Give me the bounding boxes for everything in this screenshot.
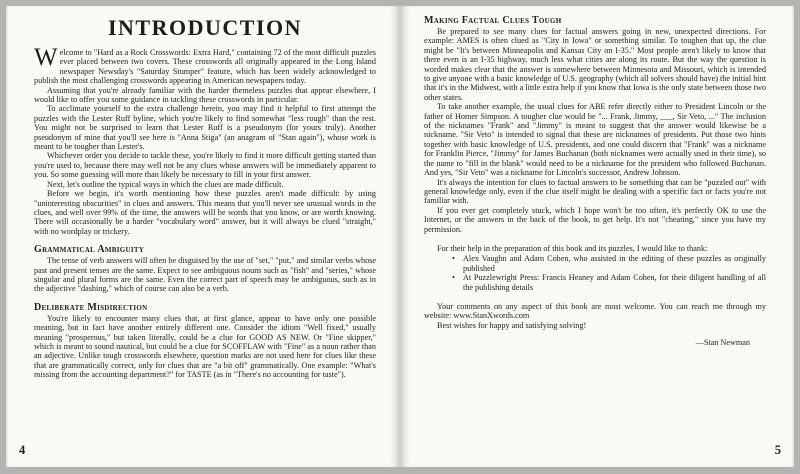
book-spread <box>6 6 794 467</box>
comments-paragraph: Your comments on any aspect of this book are most welcome. You can reach me through my website: www.StanXwords.com <box>424 301 766 321</box>
paragraph: To acclimate yourself to the extra challenge herein, you may find it helpful to first attempt the puzzles with the Lester Ruff byline, which you're likely to find somewhat "less rough" than the rest. You might not be surprised to learn that Lester Ruff is a pseudonym (for yours truly). Another pseudonym of mine that you'll see here is "Anna Stiga" (an anagram of "Stan again"), whose work is meant to be tougher than Lester's. <box>34 104 376 152</box>
page-title: INTRODUCTION <box>107 15 303 40</box>
paragraph: To take another example, the usual clues for ABE refer directly either to President Lincoln or the father of Homer Simpson. A tougher clue would be "... Frank, Jimmy, ___, Sir Veto, ..." The inclusion of the nicknames "Frank" and "Jimmy" is meant to suggest that the answer would likewise be a nickname. "Sir Veto" is intended to signal that these are nicknames of presidents. Put those two hints together with basic knowledge of U.S. presidents, and one could discern that "Frank" was a nickname for Franklin Pierce, "Jimmy" for James Buchanan (both nicknames were actually used in their time), so the name to "fill in the blank" would need to be a nickname for the president who followed Buchanan. And yes, "Sir Veto" was a nickname for Lincoln's successor, Andrew Johnson. <box>424 102 766 178</box>
paragraph: The tense of verb answers will often be disguised by the use of "set," "put," and similar verbs whose past and present tenses are the same. Expect to see ambiguous nouns such as "fish" and "series," whose singular and plural forms are the same. Even the correct part of speech may be ambiguous, such as in the adjective "dashing," which of course can also be a verb. <box>34 256 376 294</box>
paragraph: Next, let's outline the typical ways in which the clues are made difficult. <box>47 179 284 189</box>
paragraph: Welcome to "Hard as a Rock Crosswords: Extra Hard," containing 72 of the most difficult puzzles ever placed between two covers. These crosswords all originally appeared in the Long Island newspaper Newsday's "Saturday Stumper" feature, which has been widely acknowledged to publish the most challenging crosswords appearing in American newspapers today. <box>34 44 376 86</box>
section-heading-making-factual-clues-tough: Making Factual Clues Tough <box>424 15 562 26</box>
thanks-item: • At Puzzlewright Press: Francis Heaney and Adam Cohen, for their diligent handling of all the publishing details <box>452 273 766 292</box>
paragraph: Whichever order you decide to tackle these, you're likely to find it more difficult getting started than you're used to, because there may well not be any clues whose answers will be immediately apparent to you. So some guessing will more than likely be necessary to fill in your first answer. <box>34 151 376 180</box>
paragraph: Be prepared to see many clues for factual answers going in new, unexpected directions. For example: AMES is often clued as "City in Iowa" or something similar. To toughen that up, the clue might be "It's between Minneapolis and Kansas City on I-35." Most people aren't likely to know that there even is an I-35 highway, much less what cities are along its route. But the way the question is worded makes clear that the answer is somewhere between Minnesota and Missouri, which is intended to give anyone with a basic knowledge of U.S. geography (which all solvers should have) the initial hint that it's in the Midwest, with a little extra help if you know that Iowa is the only state between those two other states. <box>424 27 766 102</box>
section-heading-grammatical-ambiguity: Grammatical Ambiguity <box>34 244 145 256</box>
paragraph: It's always the intention for clues to factual answers to be something that can be "puzzled out" with general knowledge only, even if the clue itself might be dealing with a specific fact or facts you're not familiar with. <box>424 177 766 206</box>
paragraph: Assuming that you're already familiar with the harder themeless puzzles that appear elsewhere, I would like to offer you some guidance in tackling these crosswords in particular. <box>34 85 376 105</box>
section-heading-deliberate-misdirection: Deliberate Misdirection <box>34 301 148 313</box>
page-number-left: 4 <box>19 443 26 457</box>
page-right <box>400 6 794 467</box>
paragraph: Before we begin, it's worth mentioning how these puzzles aren't made difficult: by using "uninteresting obscurities" in clues and answers. This means that you'll never see unusual words in the clues, and well over 99% of the time, the answers will be words that you know, or are worth knowing. There will occasionally be a harder "vocabulary word" answer, but it will always be clued "straight," with no wordplay or trickery. <box>34 189 376 236</box>
best-wishes: Best wishes for happy and satisfying solving! <box>437 320 587 330</box>
thanks-intro: For their help in the preparation of this book and its puzzles, I would like to thank: <box>437 243 708 253</box>
signature: —Stan Newman <box>695 338 750 348</box>
thanks-item: • Alex Vaughn and Adam Cohen, who assisted in the editing of these puzzles as originally published <box>452 254 766 273</box>
paragraph: You're likely to encounter many clues that, at first glance, appear to have only one possible meaning, but in fact have another entirely different one. Consider the idiom "Well fixed," usually meaning "prosperous," but taken literally, could be a clue for GOOD AS NEW. Or "Fine skipper," which is meant to sound nautical, but could be a clue for SCOFFLAW with "Fine" as a noun rather than an adjective. Unlike tough crosswords elsewhere, question marks are not used here for clues like these that are grammatically correct, only for clues that are "a bit off" grammatically. One example: "What's missing from the accounting department?" for TASTE (as in "There's no accounting for taste"). <box>34 313 376 380</box>
page-number-right: 5 <box>774 443 781 457</box>
thanks-list <box>452 254 766 292</box>
page-left <box>6 6 400 467</box>
paragraph: If you ever get completely stuck, which I hope won't be too often, it's perfectly OK to use the Internet, or the answers in the back of the book, to get help. It's not "cheating," since you have my permission. <box>424 205 766 234</box>
